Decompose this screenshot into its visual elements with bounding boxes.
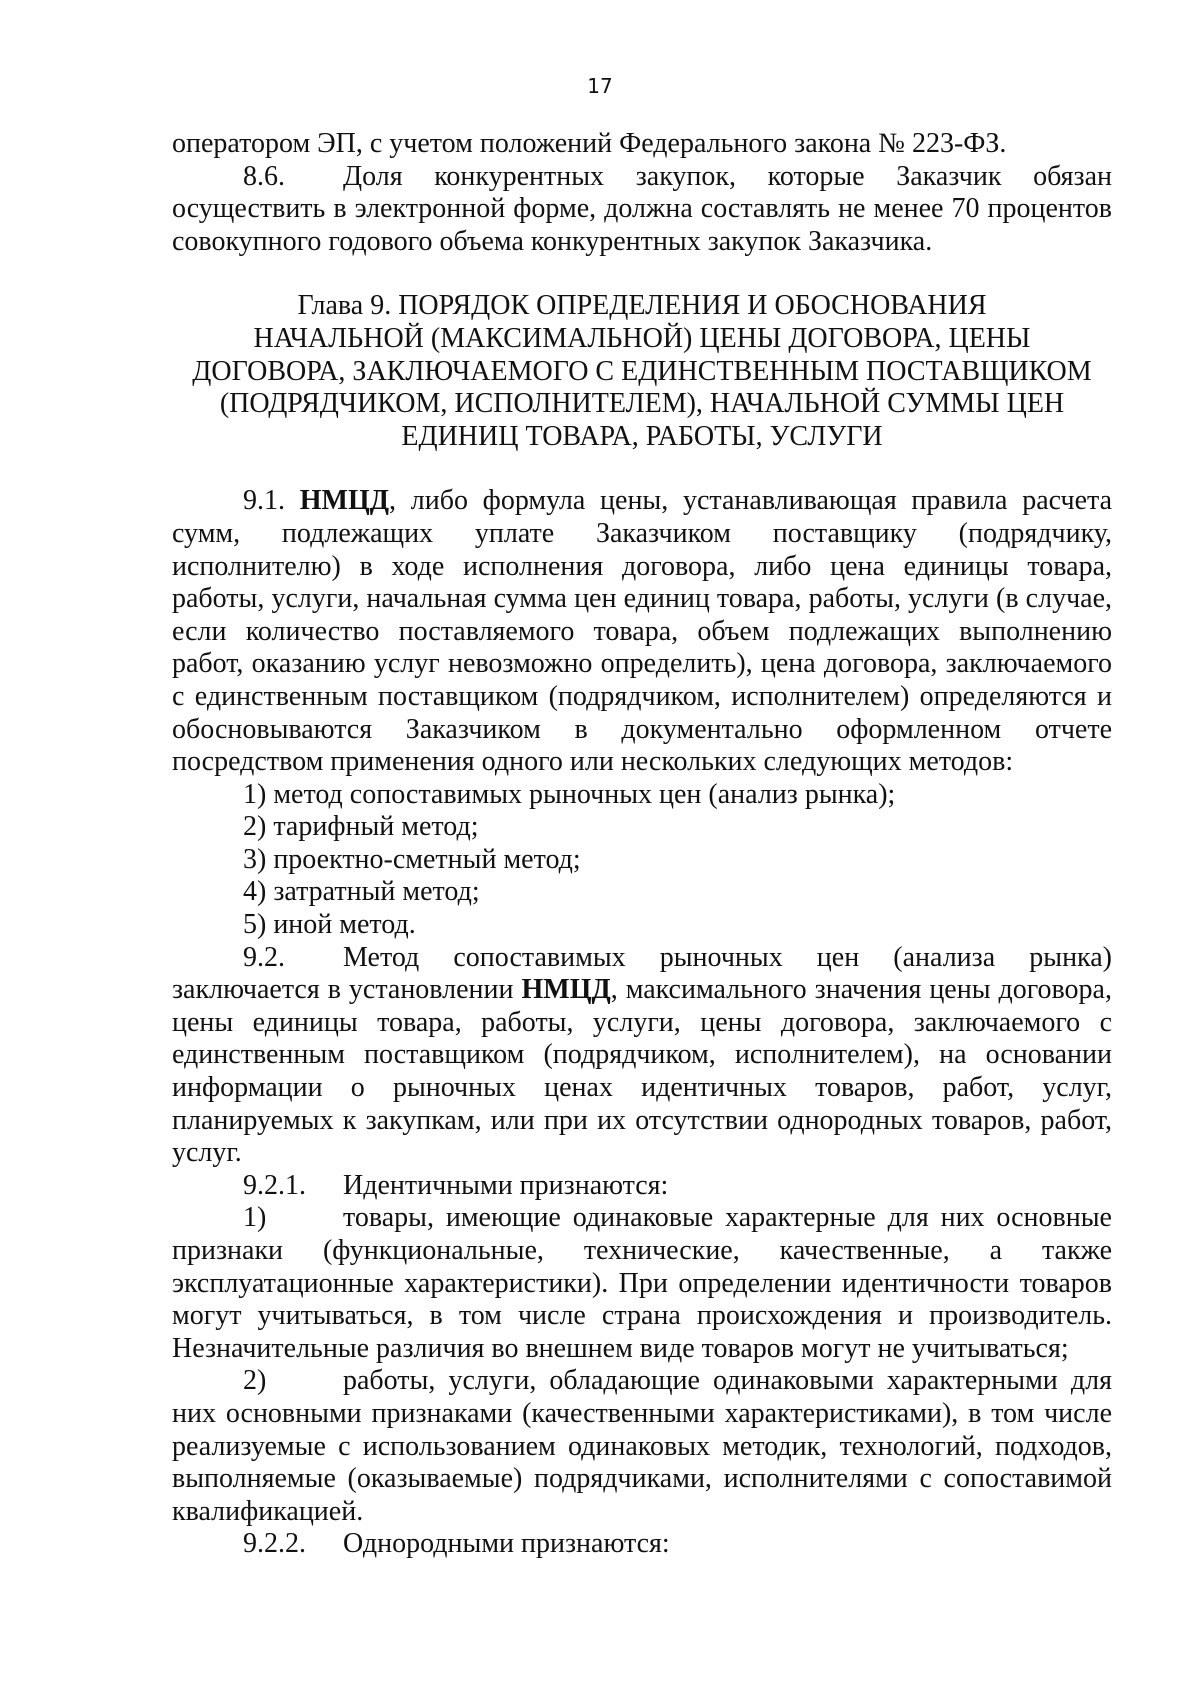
paragraph-8-6 [172,161,1112,259]
item-number: 1) [243,1202,267,1234]
paragraph-text: Идентичными признаются: [343,1169,669,1201]
chapter-heading-line: ДОГОВОРА, ЗАКЛЮЧАЕМОГО С ЕДИНСТВЕННЫМ ПОСТАВЩИКОМ [192,355,1092,387]
document-body [172,128,1112,1561]
method-item: 2) тарифный метод; [243,811,479,843]
chapter-heading-line: Глава 9. ПОРЯДОК ОПРЕДЕЛЕНИЯ И ОБОСНОВАНИЯ [297,290,987,322]
paragraph-9-1 [172,485,1112,778]
paragraph-number: 9.2. [243,941,285,973]
method-item: 1) метод сопоставимых рыночных цен (анализ рынка); [243,778,896,810]
paragraph-9-2-1-item-2 [172,1365,1112,1528]
chapter-heading-line: НАЧАЛЬНОЙ (МАКСИМАЛЬНОЙ) ЦЕНЫ ДОГОВОРА, ЦЕНЫ [253,322,1031,354]
paragraph-text: оператором ЭП, с учетом положений Федерального закона № 223-ФЗ. [172,128,1007,159]
paragraph-text: , либо формула цены, устанавливающая правила расчета сумм, подлежащих уплате Заказчиком поставщику (подрядчику, исполнителю) в ходе исполнения договора, либо цена единицы товара, работы, услуги, начальная сумма цен единиц товара, работы, услуги (в случае, если количество поставляемого товара, объем подлежащих выполнению работ, оказанию услуг невозможно определить), цена договора, заключаемого с единственным поставщиком (подрядчиком, исполнителем) определяются и обосновываются Заказчиком в документально оформленном отчете посредством применения одного или нескольких следующих методов: [172,485,1112,778]
paragraph-9-2-1 [172,1170,1112,1203]
page-number: 17 [587,74,613,98]
paragraph-text: , максимального значения цены договора, цены единицы товара, работы, услуги, цены договора, заключаемого с единственным поставщиком (подрядчиком, исполнителем), на основании информации о рыночных ценах идентичных товаров, работ, услуг, планируемых к закупкам, или при их отсутствии однородных товаров, работ, услуг. [172,974,1112,1169]
item-number: 2) [243,1365,267,1397]
paragraph-number: 9.1. [243,485,285,517]
method-item: 3) проектно-сметный метод; [243,843,581,875]
method-item: 4) затратный метод; [243,876,480,908]
term-nmcd: НМЦД [299,485,389,517]
chapter-heading-line: ЕДИНИЦ ТОВАРА, РАБОТЫ, УСЛУГИ [401,420,883,452]
paragraph-continuation [172,128,1112,161]
paragraph-9-2-2 [172,1528,1112,1561]
paragraph-text: работы, услуги, обладающие одинаковыми характерными для них основными признаками (качественными характеристиками), в том числе реализуемые с использованием одинаковых методик, технологий, подходов, выполняемые (оказываемые) подрядчиками, исполнителями с сопоставимой квалификацией. [172,1365,1112,1527]
paragraph-number: 8.6. [243,160,285,192]
chapter-heading-line: (ПОДРЯДЧИКОМ, ИСПОЛНИТЕЛЕМ), НАЧАЛЬНОЙ СУММЫ ЦЕН [219,388,1065,420]
paragraph-number: 9.2.2. [243,1528,306,1560]
paragraph-text: Доля конкурентных закупок, которые Заказчик обязан осуществить в электронной форме, должна составлять не менее 70 процентов совокупного годового объема конкурентных закупок Заказчика. [172,160,1112,257]
paragraph-text: Метод сопоставимых рыночных цен (анализа рынка) заключается в установлении [172,941,1112,1006]
paragraph-9-2 [172,942,1112,1170]
paragraph-number: 9.2.1. [243,1169,306,1201]
chapter-heading [172,290,1112,453]
term-nmcd: НМЦД [521,974,611,1006]
method-item: 5) иной метод. [243,909,416,941]
paragraph-9-2-1-item-1 [172,1202,1112,1365]
paragraph-text: товары, имеющие одинаковые характерные для них основные признаки (функциональные, технические, качественные, а также эксплуатационные характеристики). При определении идентичности товаров могут учитываться, в том числе страна происхождения и производитель. Незначительные различия во внешнем виде товаров могут не учитываться; [172,1202,1112,1364]
paragraph-text: Однородными признаются: [343,1528,670,1560]
